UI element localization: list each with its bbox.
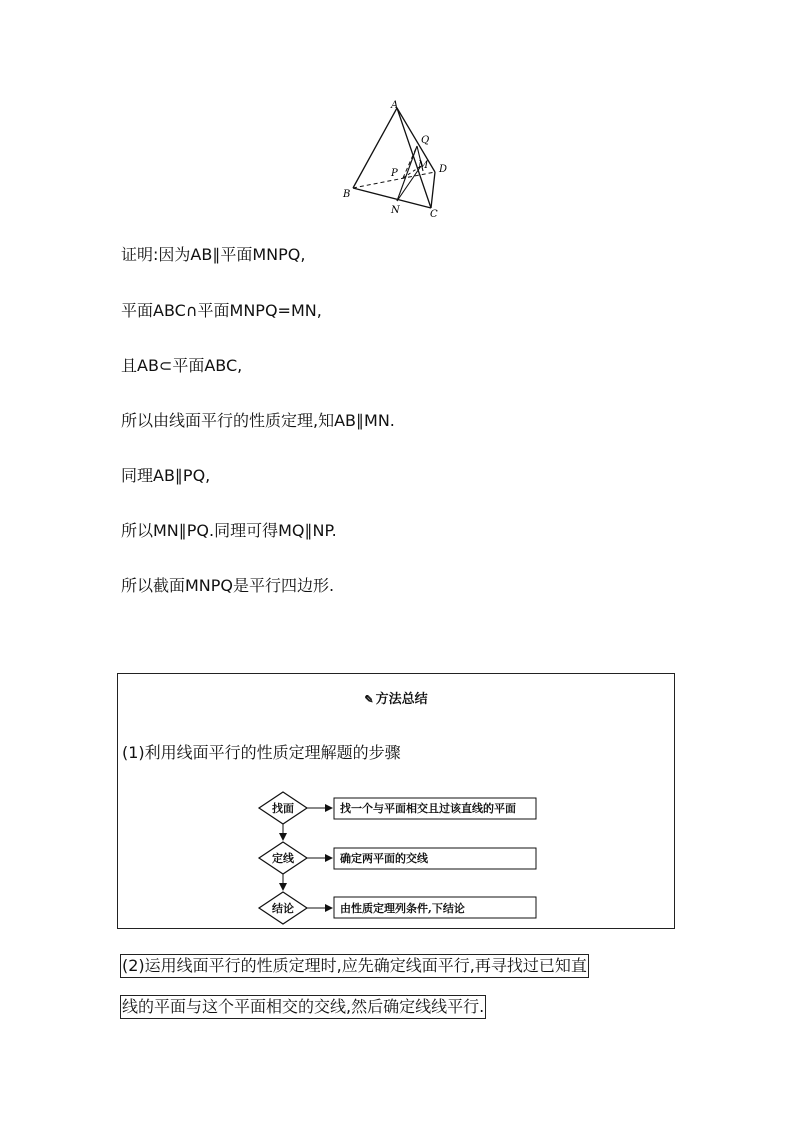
label-p: P <box>391 168 398 179</box>
label-d: D <box>439 164 448 175</box>
proof-line-1: 证明:因为AB∥平面MNPQ, <box>121 245 306 264</box>
step-1-desc: 找一个与平面相交且过该直线的平面 <box>340 802 516 815</box>
proof-line-7: 所以截面MNPQ是平行四边形. <box>121 576 335 595</box>
label-q: Q <box>421 135 430 146</box>
note-line-1: (2)运用线面平行的性质定理时,应先确定线面平行,再寻找过已知直 <box>120 954 589 978</box>
steps-flowchart <box>118 674 674 928</box>
step-3-label: 结论 <box>272 902 294 915</box>
step-2-label: 定线 <box>272 852 294 865</box>
note-line-2: 线的平面与这个平面相交的交线,然后确定线线平行. <box>120 995 486 1019</box>
method-summary-subtitle: (1)利用线面平行的性质定理解题的步骤 <box>122 743 401 762</box>
method-summary-box <box>117 673 675 929</box>
proof-line-3: 且AB⊂平面ABC, <box>121 356 243 375</box>
proof-line-6: 所以MN∥PQ.同理可得MQ∥NP. <box>121 521 337 540</box>
proof-line-2: 平面ABC∩平面MNPQ=MN, <box>121 301 322 320</box>
step-3-desc: 由性质定理列条件,下结论 <box>340 902 465 915</box>
label-a: A <box>391 100 399 111</box>
step-1-label: 找面 <box>272 802 294 815</box>
proof-line-5: 同理AB∥PQ, <box>121 466 211 485</box>
method-summary-title-text: 方法总结 <box>375 692 428 707</box>
proof-line-4: 所以由线面平行的性质定理,知AB∥MN. <box>121 411 395 430</box>
label-b: B <box>343 189 351 200</box>
label-m: M <box>418 160 429 171</box>
pen-icon: ✎ <box>364 693 374 706</box>
tetrahedron-figure <box>335 96 460 222</box>
step-2-desc: 确定两平面的交线 <box>340 852 428 865</box>
label-c: C <box>430 209 438 220</box>
label-n: N <box>391 205 400 216</box>
